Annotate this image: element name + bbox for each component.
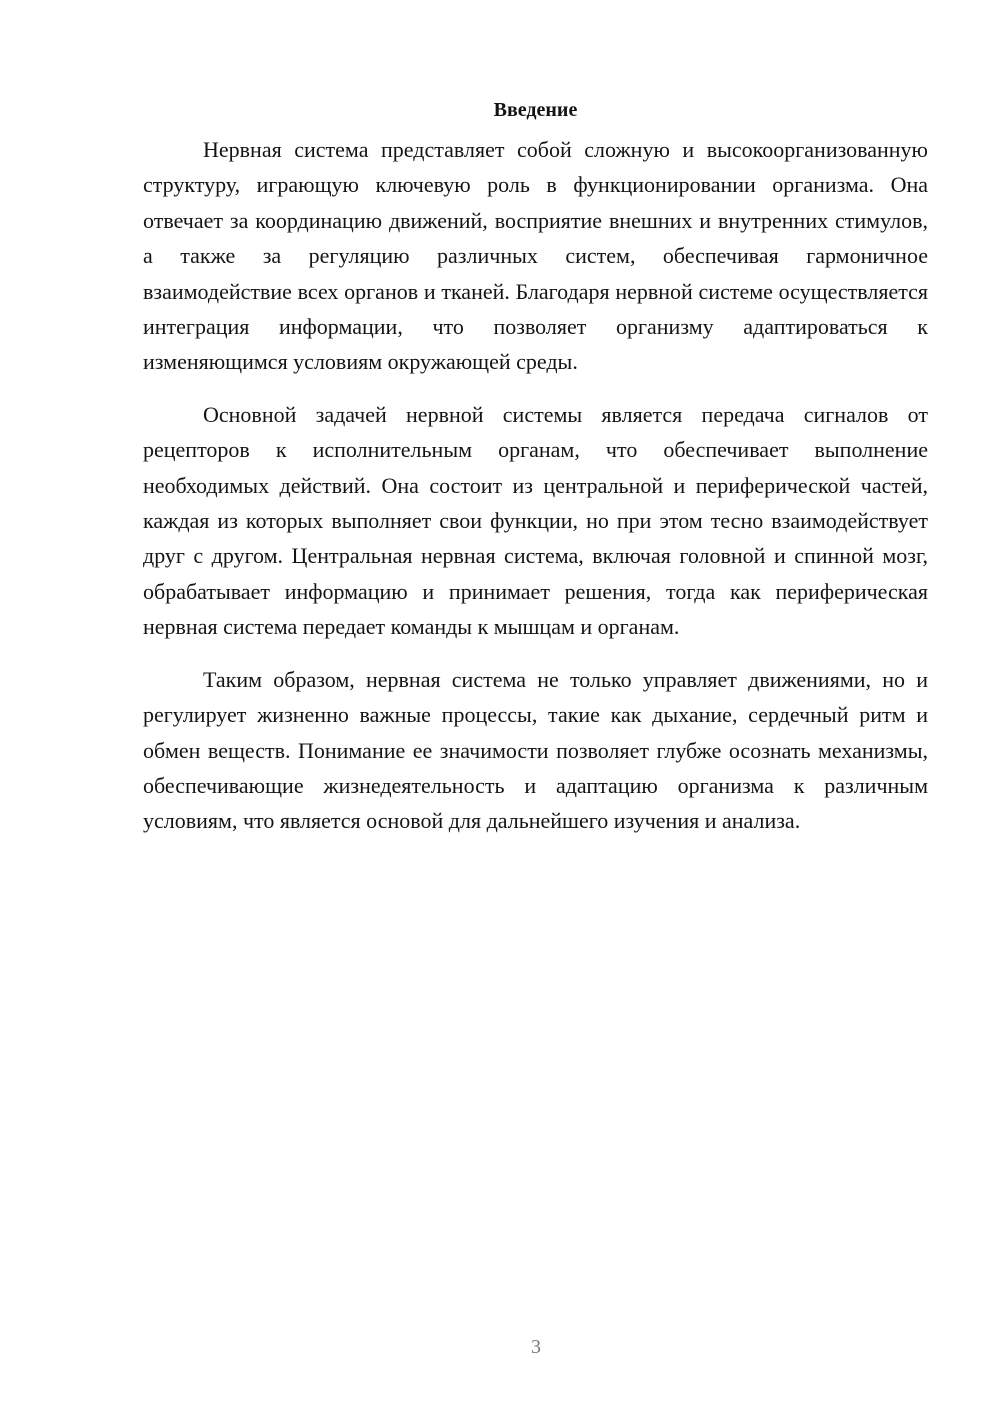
section-heading: Введение xyxy=(493,99,578,121)
page-number: 3 xyxy=(531,1336,541,1358)
paragraph-2: Основной задачей нервной системы является передача сигналов от рецепторов к исполнительным органам, что обеспечивает выполнение необходимых действий. Она состоит из центральной и периферической частей, каждая из которых выполняет свои функции, но при этом тесно взаимодействует друг с другом. Центральная нервная система, включая головной и спинной мозг, обрабатывает информацию и принимает решения, тогда как периферическая нервная система передает команды к мышцам и органам. xyxy=(143,401,928,640)
paragraph-1: Нервная система представляет собой сложную и высокоорганизованную структуру, играющую ключевую роль в функционировании организма. Она отвечает за координацию движений, восприятие внешних и внутренних стимулов, а также за регуляцию различных систем, обеспечивая гармоничное взаимодействие всех органов и тканей. Благодаря нервной системе осуществляется интеграция информации, что позволяет организму адаптироваться к изменяющимся условиям окружающей среды. xyxy=(143,137,928,375)
paragraph-3: Таким образом, нервная система не только управляет движениями, но и регулирует жизненно важные процессы, такие как дыхание, сердечный ритм и обмен веществ. Понимание ее значимости позволяет глубже осознать механизмы, обеспечивающие жизнедеятельность и адаптацию организма к различным условиям, что является основой для дальнейшего изучения и анализа. xyxy=(143,666,928,834)
page-content xyxy=(143,96,928,856)
